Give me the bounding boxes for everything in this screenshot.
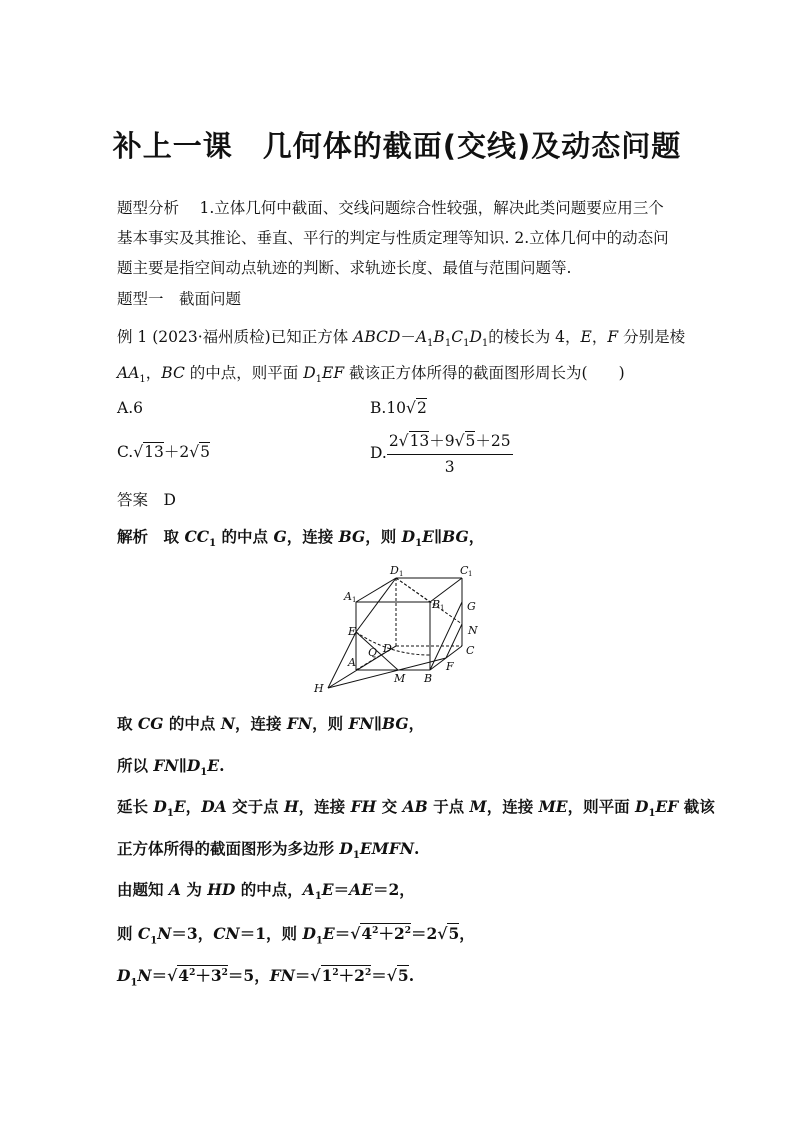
section-heading: 题型一 截面问题 <box>117 290 242 308</box>
answer-line: 答案 D <box>117 491 176 509</box>
cube-figure <box>310 560 490 695</box>
analysis-line-3: 题主要是指空间动点轨迹的判断、求轨迹长度、最值与范围问题等. <box>117 259 572 277</box>
edge-a1-d1 <box>356 578 396 602</box>
solution-line-3: 所以 $FN\parallel D_1E$. <box>117 756 225 779</box>
section-f-n <box>446 624 462 658</box>
svg-text:1: 1 <box>468 570 473 578</box>
solution-line-8: $D_1N=√4^2+3^2=5$，$FN=√1^2+2^2=√5$. <box>117 966 415 989</box>
hidden-d1-b1 <box>396 578 430 602</box>
label-a1: A <box>344 590 352 603</box>
label-n: N <box>468 624 478 637</box>
option-a: A.6 <box>117 399 143 417</box>
svg-text:1: 1 <box>440 604 445 612</box>
option-d-fraction: $\frac{2√13+9√5+25}{3}$ <box>388 432 511 476</box>
solution-line-7: 则 $C_1N=3$，CN＝1，则 $D_1E=√4^2+2^2=2√5$， <box>117 924 475 947</box>
label-h: H <box>314 682 324 695</box>
solution-line-4: 延长 $D_1E$，DA 交于点 H，连接 FH 交 AB 于点 M，连接 ME，则平面 $D_1EF$ 截该 <box>117 797 715 820</box>
cube-diagram <box>310 560 490 695</box>
option-b: B.10√2 <box>370 399 427 417</box>
label-q: Q <box>368 646 378 659</box>
svg-text:1: 1 <box>352 596 357 604</box>
label-b: B <box>424 672 433 685</box>
label-f: F <box>446 660 454 673</box>
label-c: C <box>466 644 475 657</box>
example-line-2: $AA_1$，BC 的中点，则平面 $D_1EF$ 截该正方体所得的截面图形周长为( ) <box>117 364 625 386</box>
analysis-line-2: 基本事实及其推论、垂直、平行的判定与性质定理等知识. 2.立体几何中的动态问 <box>117 229 669 247</box>
label-m: M <box>394 672 406 685</box>
label-c1: C <box>460 564 469 577</box>
label-b1: B <box>432 598 441 611</box>
label-a: A <box>348 656 356 669</box>
answer-value: D <box>163 491 176 509</box>
analysis-line-1: 题型分析 1.立体几何中截面、交线问题综合性较强，解决此类问题要应用三个 <box>117 199 664 217</box>
section-d1-e <box>356 578 396 632</box>
svg-text:1: 1 <box>399 570 404 578</box>
option-d: D. $\frac{2√13+9√5+25}{3}$ <box>370 432 511 476</box>
page-title: 补上一课 几何体的截面(交线)及动态问题 <box>112 129 682 163</box>
solution-line-5: 正方体所得的截面图形为多边形 $D_1EMFN$. <box>117 839 420 862</box>
label-g: G <box>467 600 476 613</box>
solution-line-6: 由题知 A 为 HD 的中点，$A_1E=AE=2$， <box>117 880 415 903</box>
option-c: C.√13＋2√5 <box>117 443 210 461</box>
solution-line-1: 解析 取 $CC_1$ 的中点 G，连接 BG，则 $D_1E\parallel BG$， <box>117 527 485 550</box>
example-line-1: 例 1 (2023·福州质检)已知正方体 $ABCD-A_1B_1C_1D_1$的棱长为 4，E，F 分别是棱 <box>117 328 686 350</box>
label-d1: D <box>390 564 399 577</box>
label-d: D <box>383 642 392 655</box>
analysis-label: 题型分析 <box>117 199 180 217</box>
solution-line-2: 取 CG 的中点 N，连接 FN，则 FN∥BG， <box>117 714 425 733</box>
label-e: E <box>348 625 357 638</box>
